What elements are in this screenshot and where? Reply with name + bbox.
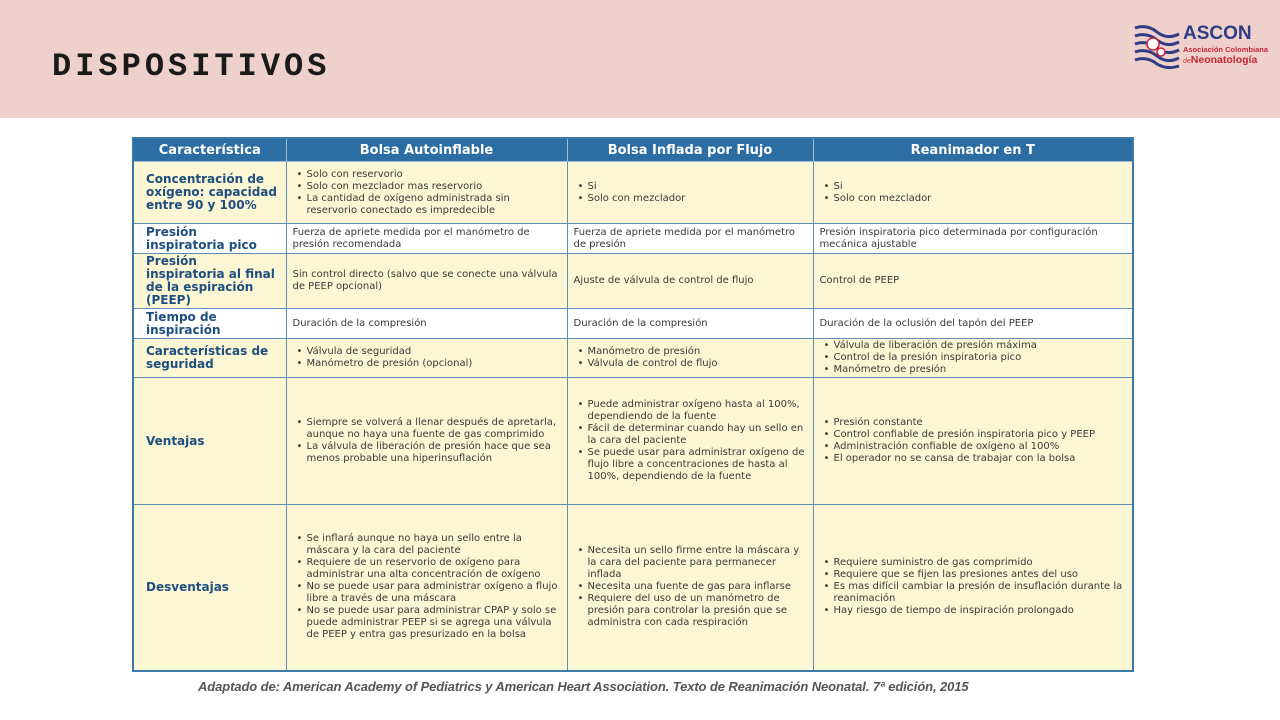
ascon-logo [1133,20,1269,72]
bullet-list [820,557,1127,617]
bullet-list [820,340,1127,376]
bullet-item: • El operador no se cansa de trabajar con la bolsa [834,453,1127,465]
logo-subtitle-2 [1183,54,1257,66]
table-cell [286,378,567,505]
table-row [133,505,1133,671]
table-cell [567,162,813,224]
table-cell [567,378,813,505]
bullet-item: • No se puede usar para administrar oxígeno a flujo libre a través de una máscara [307,581,561,605]
table-row [133,309,1133,339]
row-label: Características de seguridad [133,339,286,378]
bullet-list [574,181,807,205]
logo-subtitle: Asociación Colombiana [1183,45,1269,54]
devices-comparison-table [132,137,1134,672]
table-cell [286,162,567,224]
bullet-item: • Se puede usar para administrar oxígeno de flujo libre a concentraciones de hasta al 100%, dependiendo de la fuente [588,447,807,483]
table-cell [813,378,1133,505]
bullet-item: • Si [834,181,1127,193]
table-row [133,378,1133,505]
bullet-item: • Es mas difícil cambiar la presión de insuflación durante la reanimación [834,581,1127,605]
bullet-item: • No se puede usar para administrar CPAP y solo se puede administrar PEEP si se agrega una válvula de PEEP y entra gas presurizado en la bolsa [307,605,561,641]
bullet-item: • Solo con mezclador mas reservorio [307,181,561,193]
bullet-item: • La válvula de liberación de presión hace que sea menos probable una hiperinsuflación [307,441,561,465]
bullet-item: • Manómetro de presión [588,346,807,358]
bullet-item: • Válvula de liberación de presión máxima [834,340,1127,352]
table-row [133,254,1133,309]
bullet-item: • La cantidad de oxígeno administrada sin reservorio conectado es impredecible [307,193,561,217]
bullet-item: • Fácil de determinar cuando hay un sello en la cara del paciente [588,423,807,447]
table-cell: Duración de la compresión [286,309,567,339]
bullet-item: • Puede administrar oxígeno hasta al 100%, dependiendo de la fuente [588,399,807,423]
bullet-list [293,346,561,370]
row-label: Presión inspiratoria pico [133,224,286,254]
table-header-row [133,138,1133,162]
bullet-item: • Válvula de control de flujo [588,358,807,370]
table-cell: Duración de la compresión [567,309,813,339]
table-cell: Presión inspiratoria pico determinada por configuración mecánica ajustable [813,224,1133,254]
row-label: Concentración de oxígeno: capacidad entre 90 y 100% [133,162,286,224]
table-row [133,224,1133,254]
row-label: Desventajas [133,505,286,671]
bullet-item: • Necesita un sello firme entre la máscara y la cara del paciente para permanecer inflada [588,545,807,581]
header-cell: Reanimador en T [813,138,1133,162]
table-cell: Duración de la oclusión del tapón del PEEP [813,309,1133,339]
bullet-item: • Si [588,181,807,193]
source-citation: Adaptado de: American Academy of Pediatrics y American Heart Association. Texto de Reanimación Neonatal. 7ª edición, 2015 [198,679,969,694]
bullet-item: • Siempre se volverá a llenar después de apretarla, aunque no haya una fuente de gas comprimido [307,417,561,441]
table-cell: Fuerza de apriete medida por el manómetro de presión [567,224,813,254]
ascon-logo-icon [1133,22,1181,70]
bullet-item: • Administración confiable de oxígeno al 100% [834,441,1127,453]
bullet-list [820,181,1127,205]
bullet-item: • Hay riesgo de tiempo de inspiración prolongado [834,605,1127,617]
bullet-list [293,533,561,641]
bullet-item: • Solo con mezclador [588,193,807,205]
table-cell [813,339,1133,378]
bullet-item: • Requiere que se fijen las presiones antes del uso [834,569,1127,581]
bullet-list [574,399,807,483]
header-cell: Bolsa Autoinflable [286,138,567,162]
bullet-item: • Solo con reservorio [307,169,561,181]
bullet-item: • Requiere suministro de gas comprimido [834,557,1127,569]
bullet-item: • Válvula de seguridad [307,346,561,358]
slide-title: DISPOSITIVOS [52,48,331,85]
bullet-list [293,169,561,217]
table-row [133,162,1133,224]
table-cell [567,339,813,378]
table-cell: Ajuste de válvula de control de flujo [567,254,813,309]
bullet-item: • Manómetro de presión [834,364,1127,376]
bullet-item: • Se inflará aunque no haya un sello entre la máscara y la cara del paciente [307,533,561,557]
table-row [133,339,1133,378]
bullet-item: • Manómetro de presión (opcional) [307,358,561,370]
table-cell [813,162,1133,224]
bullet-item: • Necesita una fuente de gas para inflarse [588,581,807,593]
logo-specialty: Neonatología [1190,54,1258,66]
bullet-item: • Requiere del uso de un manómetro de presión para controlar la presión que se administra con cada respiración [588,593,807,629]
table-cell: Control de PEEP [813,254,1133,309]
bullet-item: • Presión constante [834,417,1127,429]
bullet-item: • Requiere de un reservorio de oxígeno para administrar una alta concentración de oxígeno [307,557,561,581]
bullet-list [574,545,807,629]
table-cell: Fuerza de apriete medida por el manómetro de presión recomendada [286,224,567,254]
table-cell [813,505,1133,671]
row-label: Presión inspiratoria al final de la espiración (PEEP) [133,254,286,309]
header-cell: Característica [133,138,286,162]
bullet-item: • Control de la presión inspiratoria pico [834,352,1127,364]
logo-prefix: de [1183,58,1191,65]
bullet-item: • Control confiable de presión inspiratoria pico y PEEP [834,429,1127,441]
bullet-list [574,346,807,370]
bullet-item: • Solo con mezclador [834,193,1127,205]
row-label: Ventajas [133,378,286,505]
bullet-list [820,417,1127,465]
table-cell [286,505,567,671]
logo-name: ASCON [1183,23,1252,44]
bullet-list [293,417,561,465]
table-cell: Sin control directo (salvo que se conecte una válvula de PEEP opcional) [286,254,567,309]
row-label: Tiempo de inspiración [133,309,286,339]
header-cell: Bolsa Inflada por Flujo [567,138,813,162]
table-cell [286,339,567,378]
table-cell [567,505,813,671]
header-band [0,0,1280,118]
